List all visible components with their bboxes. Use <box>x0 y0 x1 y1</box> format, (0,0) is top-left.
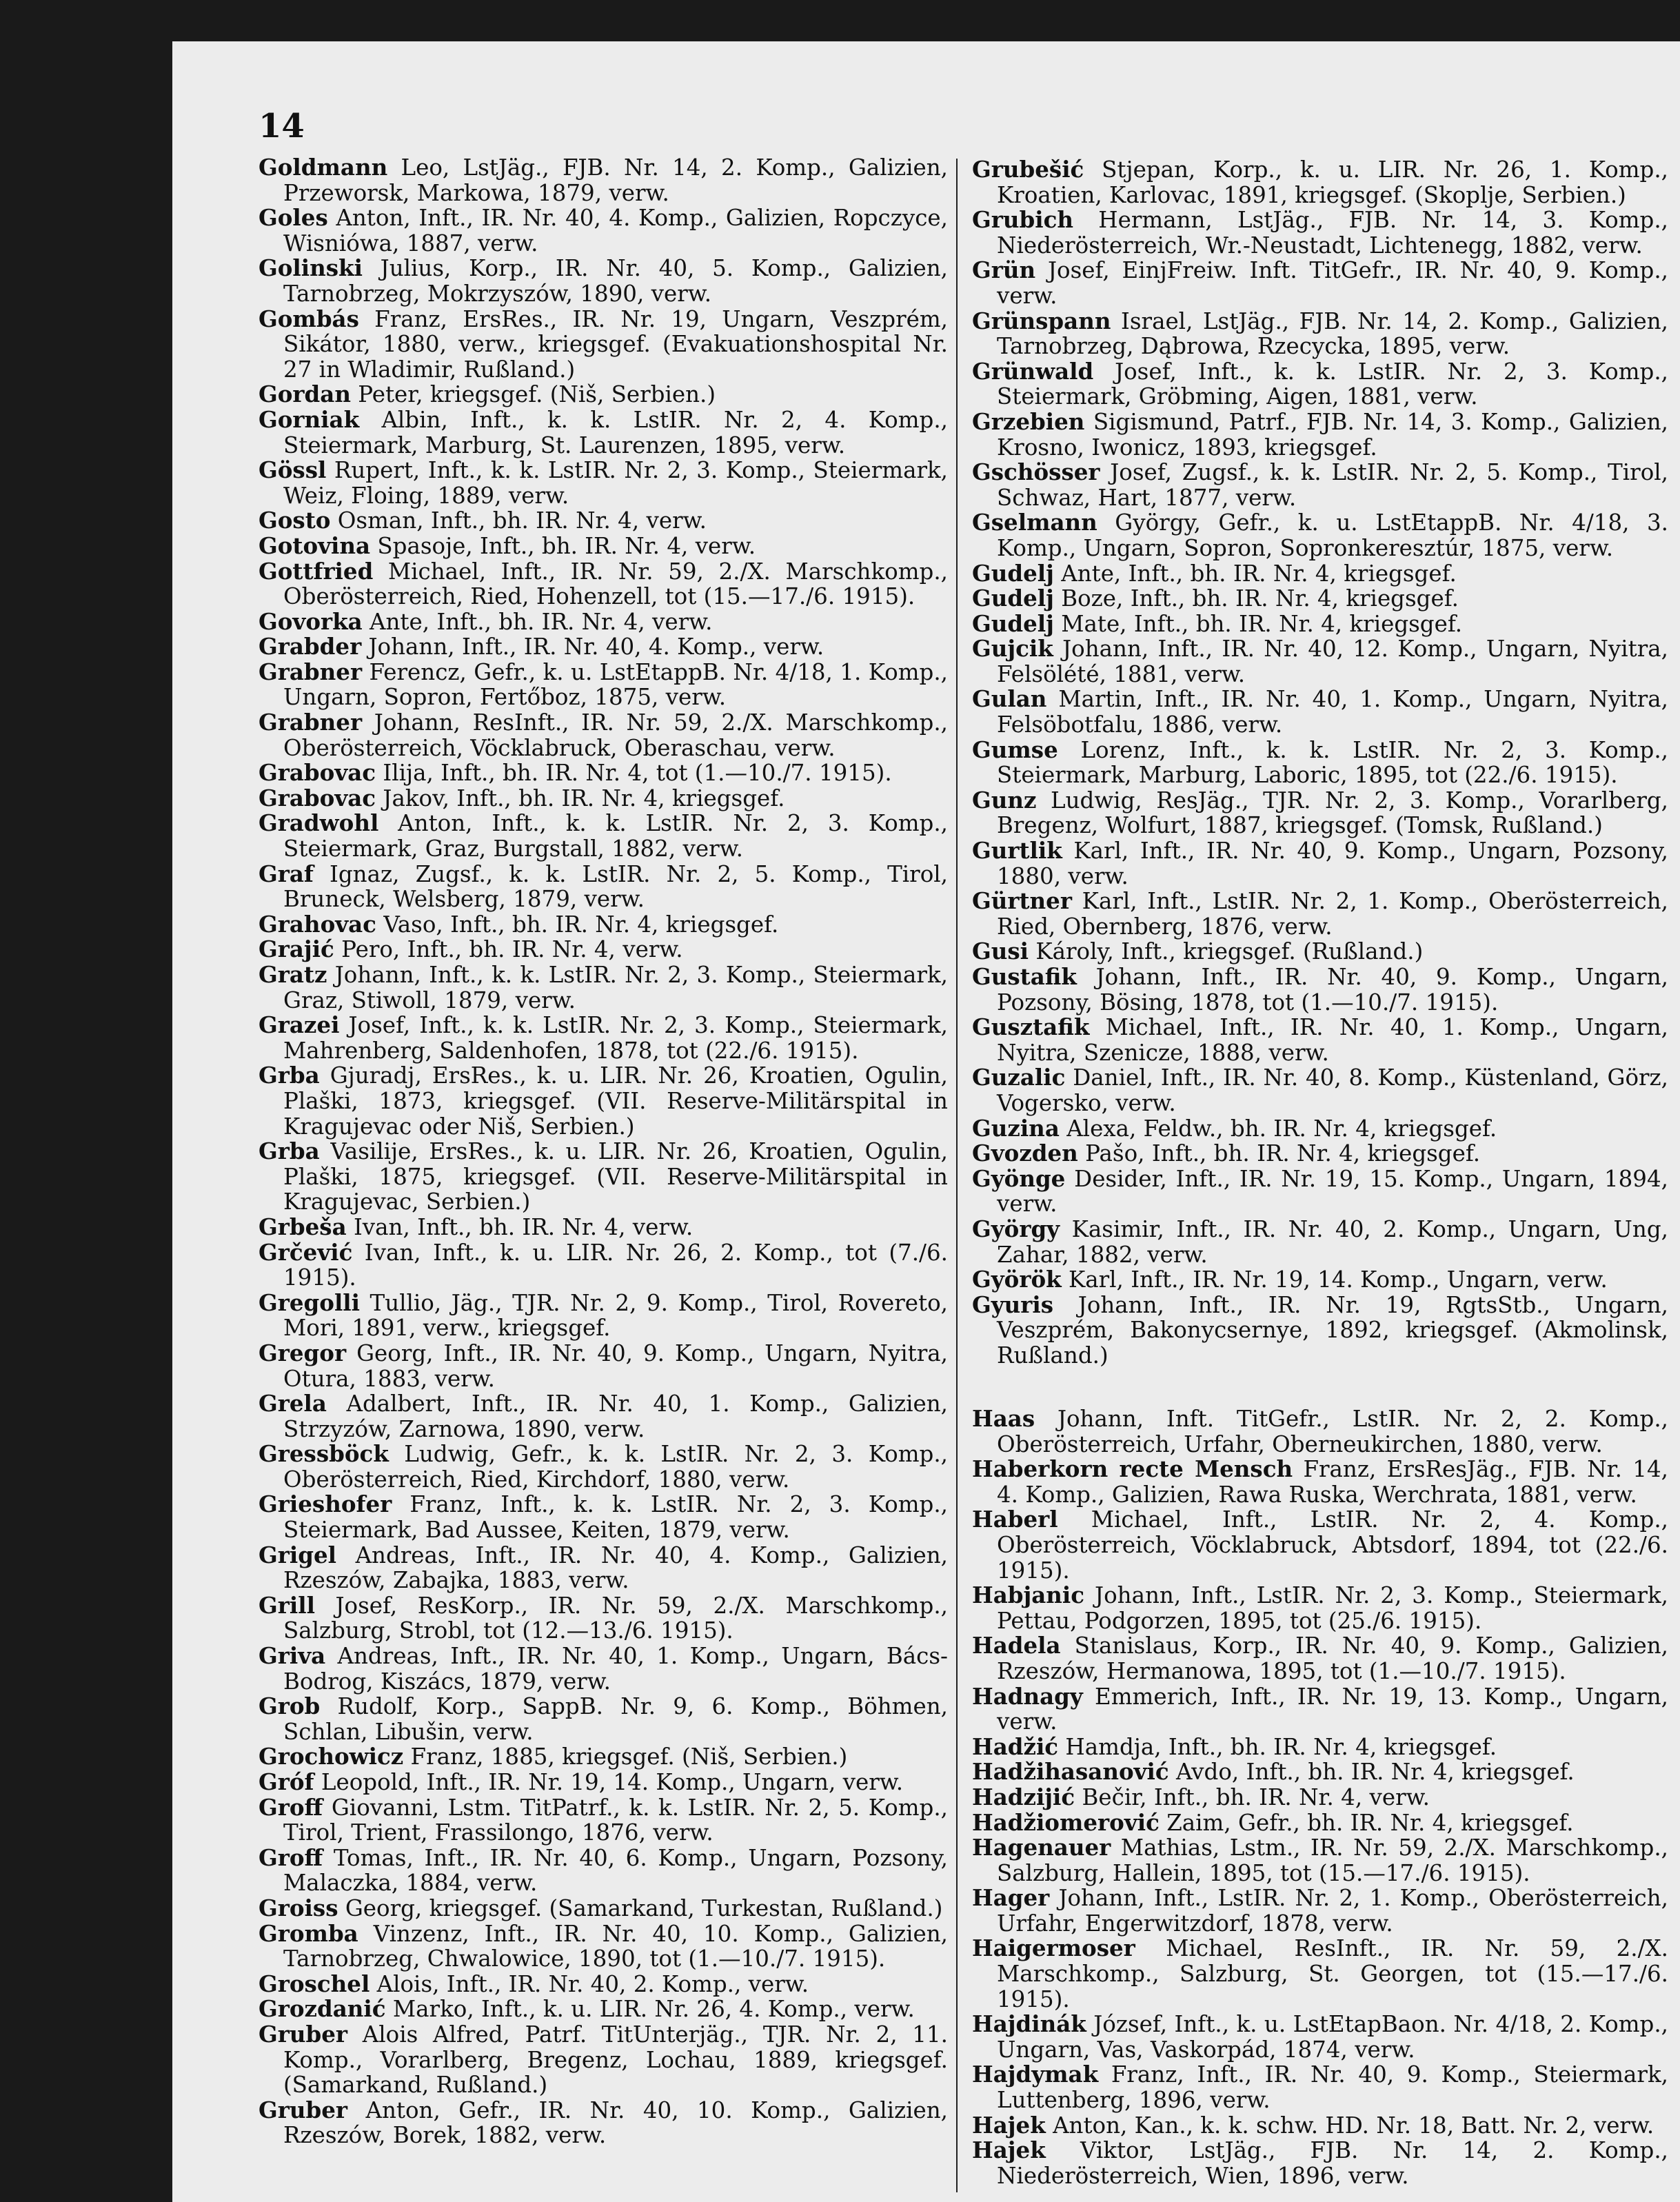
entry-details: Israel, LstJäg., FJB. Nr. 14, 2. Komp., Galizien, Tarnobrzeg, Dąbrowa, Rzecycka, 1895, verw. <box>997 307 1668 360</box>
entry-details: Jakov, Inft., bh. IR. Nr. 4, kriegsgef. <box>376 785 785 811</box>
entry-surname: Gudelj <box>972 559 1054 587</box>
register-entry <box>972 407 1668 461</box>
entry-details: Ante, Inft., bh. IR. Nr. 4, verw. <box>362 608 713 635</box>
register-entry <box>259 937 948 962</box>
entry-details: Josef, Zugsf., k. k. LstIR. Nr. 2, 5. Komp., Tirol, Schwaz, Hart, 1877, verw. <box>997 459 1668 511</box>
entry-details: Michael, Inft., IR. Nr. 40, 1. Komp., Ungarn, Nyitra, Szenicze, 1888, verw. <box>997 1014 1668 1066</box>
register-entry <box>259 1391 948 1442</box>
entry-details: Josef, EinjFreiw. Inft. TitGefr., IR. Nr. 40, 9. Komp., verw. <box>997 257 1668 309</box>
entry-surname: Grajić <box>259 936 334 963</box>
entry-surname: Grün <box>972 256 1036 284</box>
entry-details: Rudolf, Korp., SappB. Nr. 9, 6. Komp., Böhmen, Schlan, Libušin, verw. <box>283 1693 948 1745</box>
entry-surname: Grozdanić <box>259 1995 386 2023</box>
entry-details: Gjuradj, ErsRes., k. u. LIR. Nr. 26, Kroatien, Ogulin, Plaški, 1873, kriegsgef. (VII. Reserve-Militärspital in Kragujevac oder Niš, Serbien.) <box>283 1062 948 1140</box>
entry-details: Michael, ResInft., IR. Nr. 59, 2./X. Marschkomp., Salzburg, St. Georgen, tot (15.—17./6. 1915). <box>997 1935 1668 2012</box>
entry-surname: Grochowicz <box>259 1743 404 1770</box>
register-entry <box>259 205 948 256</box>
entry-surname: Goldmann <box>259 154 388 181</box>
register-entry <box>259 609 948 635</box>
entry-details: Pašo, Inft., bh. IR. Nr. 4, kriegsgef. <box>1077 1140 1481 1167</box>
entry-details: Spasoje, Inft., bh. IR. Nr. 4, verw. <box>370 532 756 559</box>
register-entry <box>972 2138 1668 2188</box>
register-entry <box>972 838 1668 889</box>
entry-details: Georg, kriegsgef. (Samarkand, Turkestan, Rußland.) <box>338 1895 943 1921</box>
register-entry <box>972 1507 1668 1583</box>
entry-details: Peter, kriegsgef. (Niš, Serbien.) <box>350 381 716 408</box>
entry-surname: Gusztafik <box>972 1013 1090 1041</box>
entry-details: Franz, Inft., k. k. LstIR. Nr. 2, 3. Komp., Steiermark, Bad Aussee, Keiten, 1879, verw. <box>283 1491 948 1544</box>
entry-details: Alois Alfred, Patrf. TitUnterjäg., TJR. Nr. 2, 11. Komp., Vorarlberg, Bregenz, Lochau, 1889, kriegsgef. (Samarkand, Rußland.) <box>283 2021 948 2099</box>
entry-details: Sigismund, Patrf., FJB. Nr. 14, 3. Komp., Galizien, Krosno, Iwonicz, 1893, kriegsgef. <box>997 408 1668 461</box>
entry-surname: Hajdymak <box>972 2061 1099 2088</box>
register-entry <box>972 460 1668 510</box>
entry-surname: Gujcik <box>972 635 1053 663</box>
entry-surname: Haigermoser <box>972 1935 1135 1962</box>
entry-details: Vaso, Inft., bh. IR. Nr. 4, kriegsgef. <box>376 911 779 938</box>
entry-details: Franz, ErsRes., IR. Nr. 19, Ungarn, Veszprém, Sikátor, 1880, verw., kriegsgef. (Evakuationshospital Nr. 27 in Wladimir, Rußland.) <box>283 305 948 383</box>
entry-details: Vinzenz, Inft., IR. Nr. 40, 10. Komp., Galizien, Tarnobrzeg, Chwalowice, 1890, tot (1.—10./7. 1915). <box>283 1920 948 1972</box>
register-entry <box>259 559 948 609</box>
entry-surname: Gvozden <box>972 1140 1078 1167</box>
register-entry <box>972 738 1668 788</box>
entry-details: Ludwig, Gefr., k. k. LstIR. Nr. 2, 3. Komp., Oberösterreich, Ried, Kirchdorf, 1880, verw. <box>283 1441 948 1493</box>
entry-details: Alexa, Feldw., bh. IR. Nr. 4, kriegsgef. <box>1059 1115 1497 1142</box>
entry-surname: Gschösser <box>972 458 1100 486</box>
entry-details: Michael, Inft., LstIR. Nr. 2, 4. Komp., Oberösterreich, Vöcklabruck, Abtsdorf, 1894, tot (22./6. 1915). <box>997 1506 1668 1584</box>
register-entry <box>972 636 1668 687</box>
entry-surname: Hagenauer <box>972 1834 1111 1861</box>
entry-surname: Grazei <box>259 1011 340 1039</box>
register-entry <box>972 1065 1668 1115</box>
entry-surname: Gustafik <box>972 963 1077 990</box>
register-entry <box>259 508 948 534</box>
register-entry <box>259 1694 948 1744</box>
entry-details: Karl, Inft., LstIR. Nr. 2, 1. Komp., Oberösterreich, Ried, Obernberg, 1876, verw. <box>997 888 1668 940</box>
entry-details: Ante, Inft., bh. IR. Nr. 4, kriegsgef. <box>1053 560 1457 587</box>
entry-surname: Gróf <box>259 1768 314 1795</box>
register-entry <box>259 1770 948 1795</box>
register-entry <box>259 634 948 660</box>
register-entry <box>259 1543 948 1593</box>
entry-details: Johann, Inft. TitGefr., LstIR. Nr. 2, 2. Komp., Oberösterreich, Urfahr, Oberneukirchen, 1880, verw. <box>997 1406 1668 1457</box>
register-entry <box>259 862 948 912</box>
register-entry <box>972 609 1668 637</box>
entry-details: Johann, Inft., IR. Nr. 40, 12. Komp., Ungarn, Nyitra, Felsölété, 1881, verw. <box>997 636 1668 687</box>
entry-details: Martin, Inft., IR. Nr. 40, 1. Komp., Ungarn, Nyitra, Felsöbotfalu, 1886, verw. <box>997 686 1668 738</box>
register-entry <box>259 1896 948 1921</box>
entry-details: Alois, Inft., IR. Nr. 40, 2. Komp., verw. <box>370 1970 809 1997</box>
entry-details: Michael, Inft., IR. Nr. 59, 2./X. Marschkomp., Oberösterreich, Ried, Hohenzell, tot (15.—17./6. 1915). <box>283 558 948 610</box>
entry-details: Desider, Inft., IR. Nr. 19, 15. Komp., Ungarn, 1894, verw. <box>997 1165 1668 1218</box>
register-entry <box>972 1293 1668 1368</box>
entry-details: Albin, Inft., k. k. LstIR. Nr. 2, 4. Komp., Steiermark, Marburg, St. Laurenzen, 1895, verw. <box>283 406 948 458</box>
entry-details: Mathias, Lstm., IR. Nr. 59, 2./X. Marschkomp., Salzburg, Hallein, 1895, tot (15.—17./6. 1915). <box>997 1835 1668 1886</box>
entry-surname: Habjanic <box>972 1582 1085 1609</box>
register-entry <box>972 964 1668 1015</box>
entry-surname: Grubich <box>972 206 1073 234</box>
register-entry <box>259 1744 948 1770</box>
entry-surname: Gurtlik <box>972 837 1062 865</box>
register-entry <box>259 786 948 811</box>
register-entry <box>972 208 1668 258</box>
register-entry <box>259 1240 948 1291</box>
entry-details: Anton, Inft., k. k. LstIR. Nr. 2, 3. Komp., Steiermark, Graz, Burgstall, 1882, verw. <box>283 810 948 862</box>
register-entry <box>972 1406 1668 1457</box>
entry-details: Ludwig, ResJäg., TJR. Nr. 2, 3. Komp., Vorarlberg, Bregenz, Wolfurt, 1887, kriegsgef. (Tomsk, Rußland.) <box>997 787 1668 839</box>
entry-details: Ivan, Inft., bh. IR. Nr. 4, verw. <box>346 1213 694 1240</box>
entry-surname: Gössl <box>259 456 327 484</box>
entry-surname: Grela <box>259 1390 327 1417</box>
register-entry <box>972 1835 1668 1886</box>
entry-surname: Grill <box>259 1591 315 1619</box>
entry-surname: Griva <box>259 1642 326 1670</box>
register-entry <box>259 1291 948 1341</box>
register-entry <box>259 1846 948 1896</box>
entry-details: Giovanni, Lstm. TitPatrf., k. k. LstIR. Nr. 2, 5. Komp., Tirol, Trient, Frassilongo, 1876, verw. <box>283 1794 948 1846</box>
entry-details: Andreas, Inft., IR. Nr. 40, 1. Komp., Ungarn, Bács-Bodrog, Kiszács, 1879, verw. <box>283 1643 948 1695</box>
entry-surname: Gruber <box>259 2020 348 2048</box>
entry-details: Adalbert, Inft., IR. Nr. 40, 1. Komp., Galizien, Strzyzów, Zarnowa, 1890, verw. <box>283 1391 948 1442</box>
entry-details: Hamdja, Inft., bh. IR. Nr. 4, kriegsgef. <box>1058 1733 1497 1760</box>
register-entry <box>972 1583 1668 1633</box>
entry-surname: Grünspann <box>972 307 1111 334</box>
entry-surname: Haas <box>972 1405 1035 1432</box>
entry-details: Josef, ResKorp., IR. Nr. 59, 2./X. Marschkomp., Salzburg, Strobl, tot (12.—13./6. 1915). <box>283 1592 948 1644</box>
entry-surname: Gombás <box>259 305 359 332</box>
entry-surname: Grabner <box>259 709 363 736</box>
entry-surname: Grabovac <box>259 784 376 811</box>
register-entry <box>259 1997 948 2022</box>
entry-details: Mate, Inft., bh. IR. Nr. 4, kriegsgef. <box>1053 610 1463 637</box>
entry-surname: Hajek <box>972 2111 1046 2139</box>
entry-surname: Grigel <box>259 1541 336 1568</box>
entry-surname: Gudelj <box>972 609 1054 637</box>
entry-details: Anton, Inft., IR. Nr. 40, 4. Komp., Galizien, Ropczyce, Wisniówa, 1887, verw. <box>283 205 948 256</box>
register-entry <box>972 1217 1668 1267</box>
entry-surname: Gordan <box>259 381 351 408</box>
register-entry <box>259 760 948 786</box>
register-entry <box>972 1735 1668 1760</box>
entry-details: Johann, ResInft., IR. Nr. 59, 2./X. Marschkomp., Oberösterreich, Vöcklabruck, Oberaschau, verw. <box>283 709 948 761</box>
entry-surname: Gusi <box>972 938 1029 965</box>
entry-surname: Gregolli <box>259 1289 360 1316</box>
entry-surname: Groiss <box>259 1894 338 1921</box>
entry-surname: Gressböck <box>259 1440 389 1468</box>
column-divider <box>956 159 958 2192</box>
entry-surname: György <box>972 1215 1060 1242</box>
register-entry <box>259 155 948 205</box>
entry-details: Zaim, Gefr., bh. IR. Nr. 4, kriegsgef. <box>1159 1809 1574 1836</box>
entry-surname: Grbeša <box>259 1213 347 1240</box>
entry-details: Osman, Inft., bh. IR. Nr. 4, verw. <box>330 507 707 534</box>
register-entry <box>259 256 948 306</box>
entry-surname: Grubešić <box>972 156 1084 183</box>
register-entry <box>972 586 1668 612</box>
entry-surname: Goles <box>259 204 328 232</box>
register-entry <box>259 2022 948 2098</box>
entry-surname: Gruber <box>259 2096 348 2123</box>
entry-details: Boze, Inft., bh. IR. Nr. 4, kriegsgef. <box>1053 585 1459 612</box>
entry-details: Andreas, Inft., IR. Nr. 40, 4. Komp., Galizien, Rzeszów, Zabajka, 1883, verw. <box>283 1542 948 1594</box>
entry-surname: Grba <box>259 1062 320 1089</box>
entry-details: Johann, Inft., IR. Nr. 19, RgtsStb., Ungarn, Veszprém, Bakonycsernye, 1892, kriegsgef. (Akmolinsk, Rußland.) <box>997 1291 1668 1368</box>
entry-surname: Gürtner <box>972 887 1072 915</box>
entry-surname: Govorka <box>259 607 363 635</box>
register-entry <box>972 1457 1668 1507</box>
register-entry <box>259 2098 948 2148</box>
register-entry <box>259 458 948 508</box>
entry-surname: Hadžić <box>972 1733 1059 1760</box>
entry-surname: Hadžiomerović <box>972 1808 1160 1836</box>
entry-surname: Hadnagy <box>972 1682 1083 1710</box>
entry-surname: Grzebien <box>972 407 1085 435</box>
entry-details: Leopold, Inft., IR. Nr. 19, 14. Komp., Ungarn, verw. <box>314 1769 904 1795</box>
entry-details: Johann, Inft., k. k. LstIR. Nr. 2, 3. Komp., Steiermark, Graz, Stiwoll, 1879, verw. <box>283 962 948 1013</box>
entry-surname: Gselmann <box>972 509 1097 536</box>
right-column-h-section <box>972 1406 1668 2188</box>
register-entry <box>972 1166 1668 1217</box>
entry-surname: Gregor <box>259 1339 347 1366</box>
register-entry <box>972 2113 1668 2139</box>
register-entry <box>259 1013 948 1063</box>
entry-details: Johann, Inft., IR. Nr. 40, 4. Komp., verw. <box>361 634 824 660</box>
entry-details: Károly, Inft., kriegsgef. (Rußland.) <box>1029 938 1424 965</box>
entry-details: Tullio, Jäg., TJR. Nr. 2, 9. Komp., Tirol, Rovereto, Mori, 1891, verw., kriegsgef. <box>283 1289 948 1342</box>
register-entry <box>972 561 1668 587</box>
register-entry <box>972 510 1668 560</box>
entry-surname: Grabovac <box>259 759 376 787</box>
entry-surname: Hajek <box>972 2137 1046 2164</box>
entry-details: Marko, Inft., k. u. LIR. Nr. 26, 4. Komp., verw. <box>385 1996 915 2023</box>
entry-details: Anton, Gefr., IR. Nr. 40, 10. Komp., Galizien, Rzeszów, Borek, 1882, verw. <box>283 2097 948 2149</box>
register-entry <box>972 1141 1668 1166</box>
register-entry <box>972 1633 1668 1684</box>
entry-surname: Haberkorn recte Mensch <box>972 1455 1293 1483</box>
register-entry <box>259 307 948 383</box>
entry-details: Daniel, Inft., IR. Nr. 40, 8. Komp., Küstenland, Görz, Vogersko, verw. <box>997 1064 1668 1116</box>
entry-surname: Hadzijić <box>972 1783 1075 1810</box>
register-entry <box>259 407 948 458</box>
entry-details: Pero, Inft., bh. IR. Nr. 4, verw. <box>334 936 683 963</box>
register-entry <box>259 382 948 407</box>
register-entry <box>972 2012 1668 2062</box>
register-entry <box>259 1442 948 1492</box>
document-page <box>172 41 1680 2202</box>
entry-details: Ilija, Inft., bh. IR. Nr. 4, tot (1.—10./7. 1915). <box>376 760 892 787</box>
entry-details: György, Gefr., k. u. LstEtappB. Nr. 4/18, 3. Komp., Ungarn, Sopron, Sopronkeresztúr, 1875, verw. <box>997 509 1668 561</box>
entry-details: Viktor, LstJäg., FJB. Nr. 14, 2. Komp., Niederösterreich, Wien, 1896, verw. <box>997 2137 1668 2189</box>
register-entry <box>259 1972 948 1997</box>
register-entry <box>972 1684 1668 1735</box>
entry-details: Anton, Kan., k. k. schw. HD. Nr. 18, Batt. Nr. 2, verw. <box>1045 2112 1654 2139</box>
entry-details: Hermann, LstJäg., FJB. Nr. 14, 3. Komp., Niederösterreich, Wr.-Neustadt, Lichtenegg, 1882, verw. <box>997 207 1668 259</box>
entry-surname: Gosto <box>259 507 331 534</box>
entry-details: Franz, Inft., IR. Nr. 40, 9. Komp., Steiermark, Luttenberg, 1896, verw. <box>997 2061 1668 2114</box>
register-entry <box>259 1215 948 1240</box>
page-number: 14 <box>259 107 305 145</box>
entry-surname: Groff <box>259 1793 323 1821</box>
register-entry <box>972 1785 1668 1810</box>
entry-details: Johann, Inft., LstIR. Nr. 2, 3. Komp., Steiermark, Pettau, Podgorzen, 1895, tot (25./6. 1915). <box>997 1582 1668 1634</box>
entry-surname: Golinski <box>259 254 363 282</box>
register-entry <box>259 811 948 861</box>
entry-details: Lorenz, Inft., k. k. LstIR. Nr. 2, 3. Komp., Steiermark, Marburg, Laboric, 1895, tot (22./6. 1915). <box>997 736 1668 789</box>
entry-details: Kasimir, Inft., IR. Nr. 40, 2. Komp., Ungarn, Ung, Zahar, 1882, verw. <box>997 1215 1668 1268</box>
entry-surname: Györök <box>972 1266 1062 1293</box>
entry-details: Johann, Inft., LstIR. Nr. 2, 1. Komp., Oberösterreich, Urfahr, Engerwitzdorf, 1878, verw. <box>997 1885 1668 1937</box>
register-entry <box>972 258 1668 308</box>
register-entry <box>972 2062 1668 2112</box>
register-entry <box>972 889 1668 939</box>
entry-details: Julius, Korp., IR. Nr. 40, 5. Komp., Galizien, Tarnobrzeg, Mokrzyszów, 1890, verw. <box>283 255 948 307</box>
entry-surname: Grieshofer <box>259 1491 392 1518</box>
register-entry <box>259 1063 948 1139</box>
register-entry <box>259 1795 948 1846</box>
register-entry <box>259 1139 948 1215</box>
register-entry <box>972 788 1668 838</box>
register-entry <box>972 1267 1668 1293</box>
entry-details: Bečir, Inft., bh. IR. Nr. 4, verw. <box>1075 1784 1430 1810</box>
register-entry <box>259 1341 948 1391</box>
register-entry <box>259 962 948 1013</box>
entry-surname: Gorniak <box>259 405 360 433</box>
entry-details: Josef, Inft., k. k. LstIR. Nr. 2, 3. Komp., Steiermark, Mahrenberg, Saldenhofen, 1878, tot (22./6. 1915). <box>283 1012 948 1064</box>
entry-surname: Gyönge <box>972 1164 1066 1192</box>
entry-surname: Grabder <box>259 633 362 660</box>
entry-surname: Grob <box>259 1693 321 1720</box>
entry-details: Ignaz, Zugsf., k. k. LstIR. Nr. 2, 5. Komp., Tirol, Bruneck, Welsberg, 1879, verw. <box>283 860 948 913</box>
entry-details: Stanislaus, Korp., IR. Nr. 40, 9. Komp., Galizien, Rzeszów, Hermanowa, 1895, tot (1.—10./7. 1915). <box>997 1633 1668 1684</box>
entry-details: Ivan, Inft., k. u. LIR. Nr. 26, 2. Komp., tot (7./6. 1915). <box>283 1239 948 1291</box>
entry-details: Josef, Inft., k. k. LstIR. Nr. 2, 3. Komp., Steiermark, Gröbming, Aigen, 1881, verw. <box>997 358 1668 410</box>
left-column <box>259 155 948 2148</box>
entry-surname: Gotovina <box>259 532 371 559</box>
entry-surname: Graf <box>259 860 314 887</box>
entry-surname: Hajdinák <box>972 2010 1086 2038</box>
register-entry <box>972 1759 1668 1785</box>
entry-surname: Gradwohl <box>259 809 379 837</box>
entry-surname: Hadžihasanović <box>972 1758 1169 1786</box>
entry-surname: Hager <box>972 1884 1050 1912</box>
register-entry <box>259 534 948 559</box>
entry-surname: Hadela <box>972 1632 1061 1659</box>
register-entry <box>972 1810 1668 1836</box>
entry-surname: Grba <box>259 1138 320 1165</box>
entry-surname: Guzalic <box>972 1064 1066 1091</box>
entry-details: Rupert, Inft., k. k. LstIR. Nr. 2, 3. Komp., Steiermark, Weiz, Floing, 1889, verw. <box>283 457 948 509</box>
entry-details: Karl, Inft., IR. Nr. 19, 14. Komp., Ungarn, verw. <box>1061 1266 1608 1293</box>
right-column <box>972 157 1668 1368</box>
entry-details: Georg, Inft., IR. Nr. 40, 9. Komp., Ungarn, Nyitra, Otura, 1883, verw. <box>283 1340 948 1392</box>
register-entry <box>972 359 1668 410</box>
entry-details: Stjepan, Korp., k. u. LIR. Nr. 26, 1. Komp., Kroatien, Karlovac, 1891, kriegsgef. (Skoplje, Serbien.) <box>997 156 1668 208</box>
register-entry <box>972 309 1668 359</box>
entry-surname: Gyuris <box>972 1291 1054 1318</box>
register-entry <box>972 157 1668 208</box>
entry-details: Franz, ErsResJäg., FJB. Nr. 14, 4. Komp., Galizien, Rawa Ruska, Werchrata, 1881, verw. <box>997 1456 1668 1508</box>
entry-surname: Gromba <box>259 1919 358 1947</box>
entry-details: Ferencz, Gefr., k. u. LstEtappB. Nr. 4/18, 1. Komp., Ungarn, Sopron, Fertőboz, 1875, verw. <box>283 658 948 711</box>
entry-surname: Gottfried <box>259 557 374 585</box>
entry-surname: Gumse <box>972 736 1058 763</box>
register-entry <box>259 1492 948 1542</box>
register-entry <box>972 687 1668 737</box>
entry-surname: Gulan <box>972 685 1047 713</box>
register-entry <box>259 1921 948 1972</box>
entry-surname: Haberl <box>972 1506 1058 1533</box>
entry-details: Avdo, Inft., bh. IR. Nr. 4, kriegsgef. <box>1168 1759 1575 1786</box>
register-entry <box>259 710 948 760</box>
entry-details: Franz, 1885, kriegsgef. (Niš, Serbien.) <box>403 1744 848 1770</box>
register-entry <box>259 660 948 710</box>
register-entry <box>972 1936 1668 2012</box>
entry-details: Johann, Inft., IR. Nr. 40, 9. Komp., Ungarn, Pozsony, Bösing, 1878, tot (1.—10./7. 1915). <box>997 964 1668 1016</box>
entry-surname: Grčević <box>259 1238 353 1266</box>
entry-surname: Groff <box>259 1844 323 1871</box>
entry-details: Leo, LstJäg., FJB. Nr. 14, 2. Komp., Galizien, Przeworsk, Markowa, 1879, verw. <box>283 154 948 206</box>
register-entry <box>259 1593 948 1644</box>
entry-details: Emmerich, Inft., IR. Nr. 19, 13. Komp., Ungarn, verw. <box>997 1683 1668 1735</box>
register-entry <box>972 1015 1668 1065</box>
entry-surname: Grahovac <box>259 910 376 938</box>
register-entry <box>972 939 1668 964</box>
entry-surname: Gratz <box>259 961 327 988</box>
entry-details: Tomas, Inft., IR. Nr. 40, 6. Komp., Ungarn, Pozsony, Malaczka, 1884, verw. <box>283 1844 948 1897</box>
entry-details: József, Inft., k. u. LstEtapBaon. Nr. 4/18, 2. Komp., Ungarn, Vas, Vaskorpád, 1874, verw. <box>997 2011 1668 2063</box>
register-entry <box>972 1116 1668 1142</box>
entry-surname: Gunz <box>972 786 1037 814</box>
register-entry <box>259 1644 948 1694</box>
entry-surname: Guzina <box>972 1114 1060 1142</box>
entry-details: Vasilije, ErsRes., k. u. LIR. Nr. 26, Kroatien, Ogulin, Plaški, 1875, kriegsgef. (VII. Reserve-Militärspital in Kragujevac, Serbien.) <box>283 1138 948 1215</box>
entry-surname: Grabner <box>259 658 363 685</box>
entry-details: Karl, Inft., IR. Nr. 40, 9. Komp., Ungarn, Pozsony, 1880, verw. <box>997 838 1668 889</box>
register-entry <box>972 1886 1668 1936</box>
entry-surname: Grünwald <box>972 357 1094 385</box>
entry-surname: Gudelj <box>972 585 1054 612</box>
register-entry <box>259 912 948 938</box>
entry-surname: Groschel <box>259 1970 370 1997</box>
